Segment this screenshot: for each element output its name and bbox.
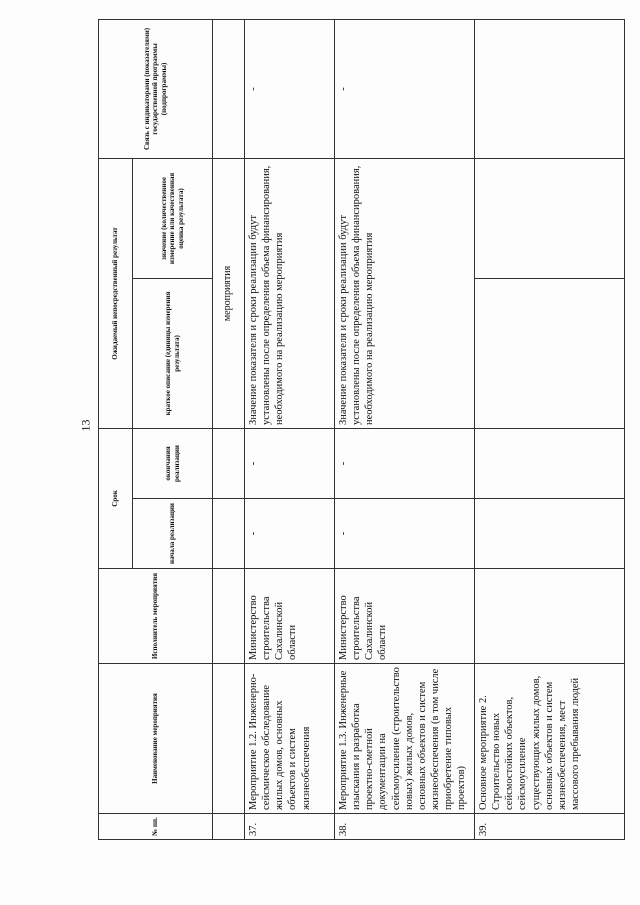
row-end: - bbox=[335, 428, 475, 498]
span-row-end-cell bbox=[213, 428, 245, 498]
header-result-short: краткое описание (единицы измерения результата) bbox=[133, 278, 213, 428]
table-row bbox=[245, 19, 335, 839]
row-result-value bbox=[475, 158, 625, 278]
header-row-1 bbox=[99, 19, 133, 839]
header-result: Ожидаемый непосредственный результат bbox=[99, 158, 133, 428]
row-result: Значение показателя и сроки реализации будут установлены после определения объема финансирования, необходимого на реализацию мероприятия bbox=[245, 158, 335, 428]
row-num: 39. bbox=[475, 814, 625, 840]
header-name: Наименование мероприятия bbox=[99, 664, 213, 814]
header-link: Связь с индикаторами (показателями) государственной программы (подпрограммы) bbox=[99, 19, 213, 158]
span-row-start-cell bbox=[213, 499, 245, 569]
measures-table bbox=[98, 19, 625, 840]
rotated-table-container bbox=[98, 20, 625, 840]
span-row-name-cell bbox=[213, 664, 245, 814]
row-start: - bbox=[245, 499, 335, 569]
row-executor: Министерство строительства Сахалинской области bbox=[245, 569, 335, 664]
row-result: Значение показателя и сроки реализации будут установлены после определения объема финансирования, необходимого на реализацию мероприятия bbox=[335, 158, 475, 428]
span-row bbox=[213, 19, 245, 839]
row-result-short bbox=[475, 278, 625, 428]
header-term-start: начала реализации bbox=[133, 499, 213, 569]
row-start: - bbox=[335, 499, 475, 569]
row-start bbox=[475, 499, 625, 569]
page-number: 13 bbox=[78, 419, 93, 432]
row-name: Мероприятие 1.2. Инженерно-сейсмическое обследование жилых домов, основных объектов и систем жизнеобеспечения bbox=[245, 664, 335, 814]
row-end bbox=[475, 428, 625, 498]
header-term: Срок bbox=[99, 428, 133, 568]
span-row-link-cell bbox=[213, 19, 245, 158]
row-executor: Министерство строительства Сахалинской области bbox=[335, 569, 475, 664]
row-num: 38. bbox=[335, 814, 475, 840]
header-num: № пп. bbox=[99, 814, 213, 840]
span-row-executor-cell bbox=[213, 569, 245, 664]
header-executor: Исполнитель мероприятия bbox=[99, 569, 213, 664]
header-term-end: окончания реализации bbox=[133, 428, 213, 498]
span-row-num-cell bbox=[213, 814, 245, 840]
row-num: 37. bbox=[245, 814, 335, 840]
span-row-result: мероприятия bbox=[213, 158, 245, 428]
row-link bbox=[475, 19, 625, 158]
row-name: Основное мероприятие 2. Строительство новых сейсмостойких объектов, сейсмоусиление существующих жилых домов, основных объектов и систем жизнеобеспечения, мест массового пребывания людей bbox=[475, 664, 625, 814]
table-row bbox=[475, 19, 625, 839]
row-link: - bbox=[335, 19, 475, 158]
table-row bbox=[335, 19, 475, 839]
row-name: Мероприятие 1.3. Инженерные изыскания и разработка проектно-сметной документации на сейсмоусиление (строительство новых) жилых домов, основных объектов и систем жизнеобеспечения (в том числе приобретение типовых проектов) bbox=[335, 664, 475, 814]
header-result-value: значение (количественное измерение или качественная оценка результата) bbox=[133, 158, 213, 278]
row-executor bbox=[475, 569, 625, 664]
row-link: - bbox=[245, 19, 335, 158]
row-end: - bbox=[245, 428, 335, 498]
